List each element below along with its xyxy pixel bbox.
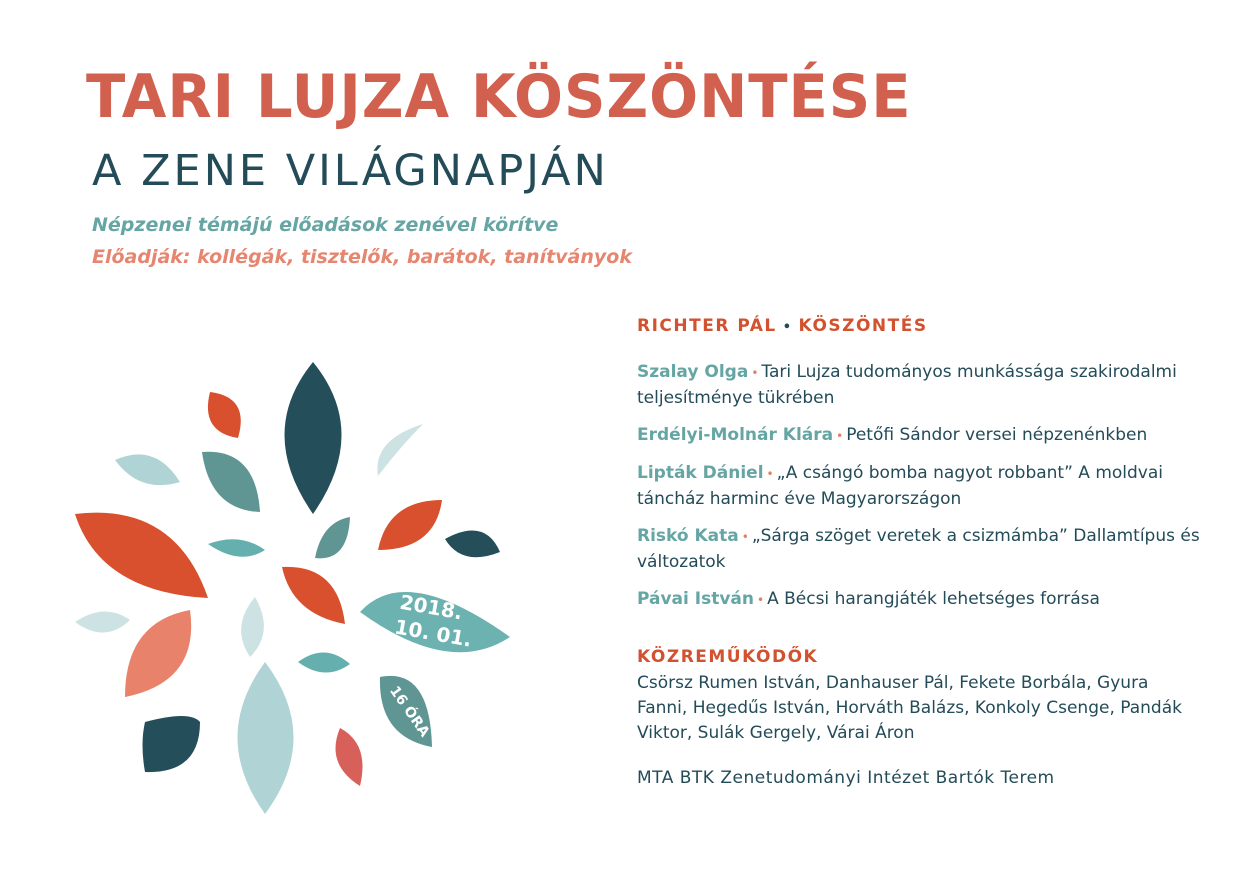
- leaf-light-big-bottom: [238, 662, 294, 814]
- venue: MTA BTK Zenetudományi Intézet Bartók Terem: [637, 768, 1055, 788]
- bullet-icon: •: [751, 366, 759, 380]
- talk-speaker: Lipták Dániel: [637, 463, 764, 483]
- performers-line: Előadják: kollégák, tisztelők, barátok, tanítványok: [92, 246, 632, 268]
- talk-title: „A csángó bomba nagyot robbant” A moldvai táncház harminc éve Magyarországon: [637, 463, 1164, 509]
- leaf-dark-bottom: [143, 716, 201, 772]
- bullet-icon: •: [757, 593, 765, 607]
- greeting-label: KÖSZÖNTÉS: [798, 316, 928, 336]
- leaf-red-bottom: [336, 728, 363, 786]
- program-column: [637, 316, 1227, 788]
- leaf-teal-small-center: [208, 539, 265, 557]
- talk-title: „Sárga szöget veretek a csizmámba” Dallamtípus és változatok: [637, 526, 1200, 572]
- contributors-list: Csörsz Rumen István, Danhauser Pál, Fekete Borbála, Gyura Fanni, Hegedűs István, Horváth Balázs, Konkoly Csenge, Pandák Viktor, Sulák Gergely, Várai Áron: [637, 673, 1182, 743]
- leaf-pale-center: [241, 597, 264, 657]
- talk-item: [637, 423, 1227, 449]
- leaf-red-right-upper: [378, 500, 442, 550]
- talk-speaker: Pávai István: [637, 589, 754, 609]
- leaf-pale-right-top: [377, 424, 423, 476]
- talk-title: Petőfi Sándor versei népzenénkben: [846, 425, 1148, 445]
- event-date-line1: 2018.: [397, 589, 465, 625]
- leaf-dark-right: [445, 531, 500, 558]
- leaf-big-red-left: [75, 513, 208, 598]
- talk-item: [637, 587, 1227, 613]
- event-date-line2: 10. 01.: [392, 614, 474, 652]
- greeting-separator: •: [782, 320, 793, 335]
- leaf-pale-left: [75, 611, 130, 632]
- leaf-red-small-top: [208, 392, 241, 438]
- leaf-teal-upper: [202, 452, 260, 512]
- leaf-salmon-left: [125, 610, 191, 697]
- talk-speaker: Erdélyi-Molnár Klára: [637, 425, 834, 445]
- leaf-red-center: [282, 567, 345, 624]
- leaf-dark-top: [285, 362, 342, 514]
- leaf-flower-illustration: [60, 352, 540, 832]
- bullet-icon: •: [741, 530, 749, 544]
- event-time: 16 ÓRA: [386, 683, 433, 740]
- talk-title: A Bécsi harangjáték lehetséges forrása: [767, 589, 1100, 609]
- talk-item: [637, 360, 1227, 411]
- page-title: TARI LUJZA KÖSZÖNTÉSE: [86, 62, 912, 132]
- talk-title: Tari Lujza tudományos munkássága szakirodalmi teljesítménye tükrében: [637, 362, 1177, 408]
- tagline: Népzenei témájú előadások zenével körítve: [92, 214, 559, 236]
- talk-speaker: Szalay Olga: [637, 362, 749, 382]
- talk-item: [637, 461, 1227, 512]
- greeting-name: RICHTER PÁL: [637, 316, 777, 336]
- leaf-teal-center: [315, 517, 350, 558]
- talk-list: [637, 360, 1227, 613]
- contributors-heading: KÖZREMŰKÖDŐK: [637, 647, 819, 667]
- leaf-teal-mid-small: [298, 652, 350, 672]
- bullet-icon: •: [836, 429, 844, 443]
- bullet-icon: •: [766, 467, 774, 481]
- page-subtitle: A ZENE VILÁGNAPJÁN: [92, 146, 609, 196]
- greeting-heading: [637, 316, 1227, 336]
- talk-speaker: Riskó Kata: [637, 526, 739, 546]
- talk-item: [637, 524, 1227, 575]
- leaf-light-left-top: [115, 454, 180, 485]
